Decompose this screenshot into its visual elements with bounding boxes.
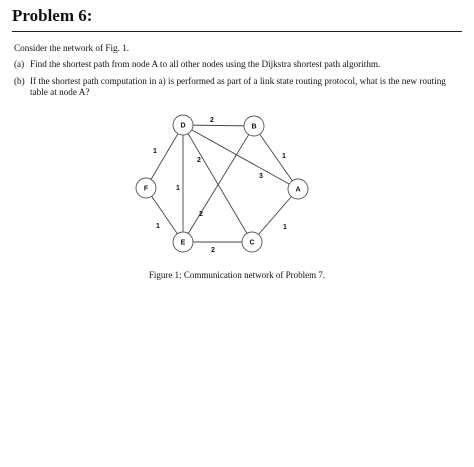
edge-weight-d-b: 2 — [210, 116, 214, 124]
node-f — [136, 178, 156, 198]
node-label-e: E — [180, 239, 186, 247]
edge-weight-d-a: 3 — [259, 172, 263, 180]
node-label-d: D — [180, 122, 186, 130]
edge-weight-e-b: 2 — [199, 210, 203, 218]
node-label-b: B — [251, 123, 257, 131]
nodes-layer — [136, 115, 308, 252]
edge-weight-e-f: 1 — [156, 222, 160, 230]
node-a — [288, 179, 308, 199]
node-label-a: A — [295, 186, 301, 194]
node-e — [173, 232, 193, 252]
figure-caption: Figure 1: Communication network of Problem 7. — [148, 270, 326, 280]
edge-weight-c-e: 2 — [211, 246, 215, 254]
part-b-text: If the shortest path computation in a) is performed as part of a link state routing protocol, what is the new routing table at node A? — [30, 76, 446, 97]
problem-title: Problem 6: — [12, 6, 93, 25]
part-a-text: Find the shortest path from node A to all other nodes using the Dijkstra shortest path algorithm. — [30, 59, 381, 69]
node-b — [244, 116, 264, 136]
edge-weight-d-c: 2 — [197, 156, 201, 164]
part-a-label: (a) — [14, 59, 25, 69]
edge-weights-layer — [153, 117, 287, 254]
node-d — [173, 115, 193, 135]
node-label-f: F — [143, 185, 149, 193]
node-c — [242, 232, 262, 252]
edges-layer — [143, 125, 301, 242]
edge-weight-a-c: 1 — [283, 223, 287, 231]
part-b-label: (b) — [14, 76, 25, 86]
intro-text: Consider the network of Fig. 1. — [14, 43, 130, 53]
edge-weight-f-d: 1 — [153, 147, 157, 155]
edge-d-b — [183, 125, 254, 126]
node-label-c: C — [249, 239, 255, 247]
edge-a-c — [252, 189, 298, 242]
edge-weight-b-a: 1 — [282, 152, 286, 160]
edge-weight-d-e: 1 — [176, 184, 180, 192]
edge-f-d — [146, 125, 183, 188]
